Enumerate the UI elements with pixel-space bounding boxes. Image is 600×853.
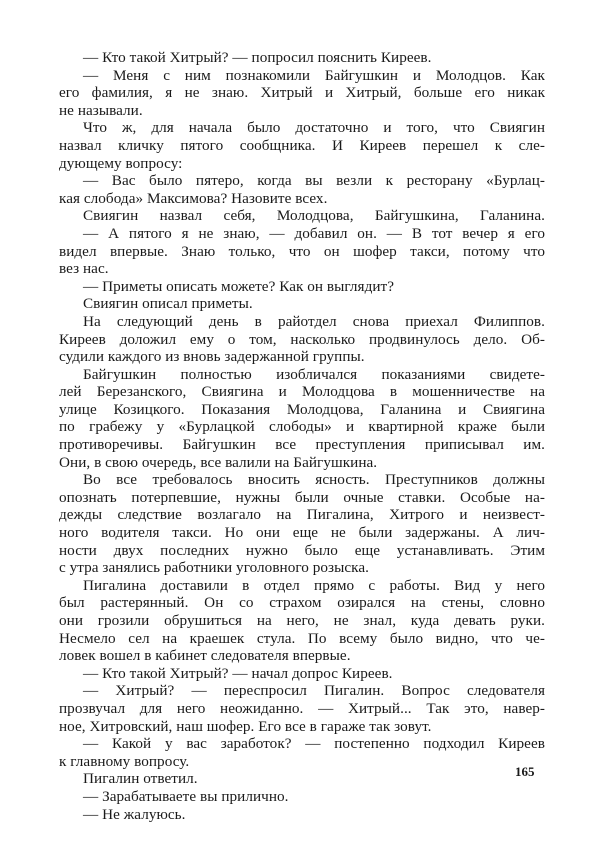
text-line: по грабежу у «Бурлацкой слободы» и квартирной краже были xyxy=(59,418,545,436)
text-line: лей Березанского, Свиягина и Молодцова в мошенничестве на xyxy=(59,383,545,401)
text-line: Пигалин ответил. xyxy=(83,770,198,788)
text-line: — Вас было пятеро, когда вы везли к ресторану «Бурлац- xyxy=(83,172,545,190)
text-line: ловек вошел в кабинет следователя впервые. xyxy=(59,647,351,665)
text-line: Свиягин описал приметы. xyxy=(83,295,253,313)
text-line: с утра занялись работники уголовного розыска. xyxy=(59,559,369,577)
text-line: был растерянный. Он со страхом озирался на стены, словно xyxy=(59,594,545,612)
text-line: дующему вопросу: xyxy=(59,154,183,172)
text-line: прозвучал для него неожиданно. — Хитрый... Так это, навер- xyxy=(59,699,545,717)
text-line: противоречивы. Байгушкин все преступления приписывал им. xyxy=(59,436,545,454)
text-line: вез нас. xyxy=(59,260,109,278)
text-line: судили каждого из вновь задержанной группы. xyxy=(59,348,365,366)
text-line: — Хитрый? — переспросил Пигалин. Вопрос следователя xyxy=(83,682,545,700)
text-line: назвал кличку пятого сообщника. И Киреев перешел к сле- xyxy=(59,136,545,154)
text-line: к главному вопросу. xyxy=(59,752,190,770)
text-line: — Зарабатываете вы прилично. xyxy=(83,787,289,805)
text-line: — Не жалуюсь. xyxy=(83,805,186,823)
text-line: — Какой у вас заработок? — постепенно подходил Киреев xyxy=(83,735,545,753)
text-line: видел впервые. Знаю только, что он шофер такси, потому что xyxy=(59,242,545,260)
text-line: — Меня с ним познакомили Байгушкин и Молодцов. Как xyxy=(83,66,545,84)
text-line: дежды следствие возлагало на Пигалина, Хитрого и неизвест- xyxy=(59,506,545,524)
text-line: Они, в свою очередь, все валили на Байгушкина. xyxy=(59,453,378,471)
text-line: кая слобода» Максимова? Назовите всех. xyxy=(59,189,328,207)
text-line: не называли. xyxy=(59,101,143,119)
text-line: — Кто такой Хитрый? — начал допрос Киреев. xyxy=(83,664,393,682)
text-line: ности двух последних нужно было еще устанавливать. Этим xyxy=(59,541,545,559)
text-line: Несмело сел на краешек стула. По всему было видно, что че- xyxy=(59,629,545,647)
text-line: Что ж, для начала было достаточно и того, что Свиягин xyxy=(83,119,545,137)
text-line: Пигалина доставили в отдел прямо с работы. Вид у него xyxy=(83,576,545,594)
text-line: они грозили обрушиться на него, не знал, куда девать руки. xyxy=(59,612,545,629)
text-line: — А пятого я не знаю, — добавил он. — В тот вечер я его xyxy=(83,224,545,242)
text-line: его фамилия, я не знаю. Хитрый и Хитрый, больше его никак xyxy=(59,84,545,102)
text-line: опознать потерпевшие, нужны были очные ставки. Особые на- xyxy=(59,488,545,506)
page-text xyxy=(59,49,545,823)
text-line: ного водителя такси. Но они еще не были задержаны. А лич- xyxy=(59,524,545,542)
text-line: Байгушкин полностью изобличался показаниями свидете- xyxy=(83,365,545,383)
text-line: Киреев доложил ему о том, насколько продвинулось дело. Об- xyxy=(59,330,545,348)
text-line: — Приметы описать можете? Как он выглядит? xyxy=(83,277,395,295)
text-line: улице Козицкого. Показания Молодцова, Галанина и Свиягина xyxy=(59,400,545,418)
text-line: На следующий день в райотдел снова приехал Филиппов. xyxy=(83,312,545,330)
text-line: — Кто такой Хитрый? — попросил пояснить Киреев. xyxy=(83,49,432,66)
page-number: 165 xyxy=(515,764,535,779)
text-line: Во все требовалось вносить ясность. Преступников должны xyxy=(83,471,545,489)
text-line: ное, Хитровский, наш шофер. Его все в гараже так зовут. xyxy=(59,717,432,735)
text-line: Свиягин назвал себя, Молодцова, Байгушкина, Галанина. xyxy=(83,207,545,225)
